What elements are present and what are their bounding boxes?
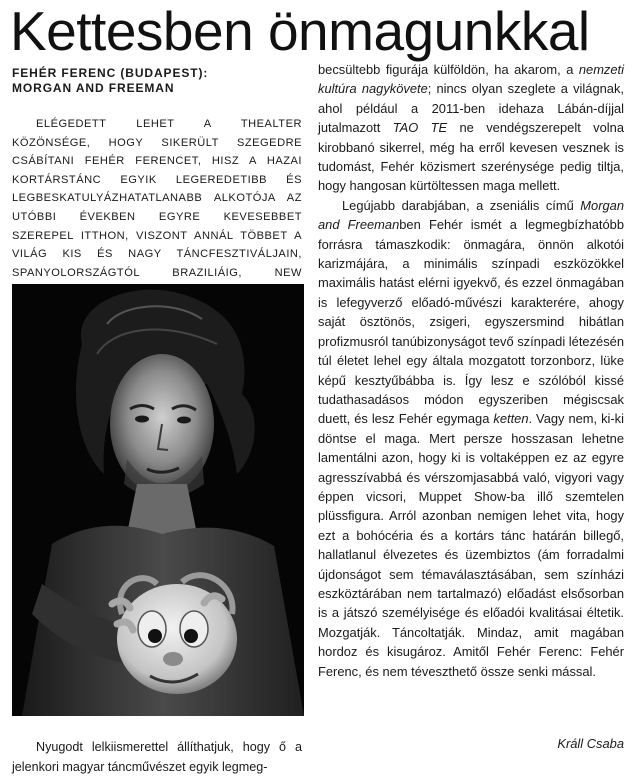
body-paragraph-left: Nyugodt lelkiismerettel állíthatjuk, hogy ő a jelenkori magyar táncművészet egyik legmeg- [12,740,302,774]
byline [12,66,302,96]
performer-photo [12,284,304,716]
byline-show-title: MORGAN AND FREEMAN [12,81,175,95]
article-title: Kettesben önmagunkkal [10,0,590,62]
lead-paragraph: ELÉGEDETT LEHET A THEALTER KÖZÖNSÉGE, HOGY SIKERÜLT SZEGEDRE CSÁBÍTANI FEHÉR FERENCET, HISZ A HAZAI KORTÁRSTÁNC EGYIK LEGEREDETIBB ÉS LEGBESKATULYÁZHATATLANABB ALKOTÓJA AZ UTÓBBI ÉVEKBEN EGYRE KEVESEBBET SZEREPEL ITTHON, VISZONT ANNÁL TÖBBET A VILÁG KIS ÉS NAGY TÁNCFESZTIVÁLJAIN, SPANYOLORSZÁGTÓL BRAZILIÁIG, NEW [12,118,302,279]
byline-author: FEHÉR FERENC (BUDAPEST): [12,66,209,80]
body-paragraph-2: Legújabb darabjában, a zseniális című Morgan and Freemanben Fehér ismét a legmegbízhatóbb forrásra támaszkodik: önmagára, önnön alkotói karizmájára, a minimális színpadi eszközökkel maximális hatást elérni igyekvő, és ezzel önmagában is lefegyverző előadó-művészi karakterére, ahogy saját ösztönös, zsigeri, egyszersmind hibátlan profizmusról tanúbizonyságot tevő színpadi létezésén túl életet lehel egy általa mozgatott torzonborz, lüke képű kesztyűbábba is. Így lesz e szólóból kissé tudathasadásos módon egyszeriben mégiscsak duett, és lesz Fehér egymaga ketten. Vagy nem, ki-ki döntse el maga. Mert persze hosszasan lehetne lamentálni azon, hogy ki is voltaképpen ez az egyre agresszívabbá és vérszomjasabbá való, vigyori vagy éppen vicsori, Muppet Show-ba illő szemtelen plüssfigura. Arról azonban nemigen lehet vita, hogy ezt a bohócéria és a kortárs tánc határán billegő, hallatlanul élvezetes és üzembiztos (ám forradalmi újdonságot sem témaválasztásában, sem színházi eszköztárában nem tartalmazó) előadást elsősorban is a játszó személyisége és előadói kvalitásai éltetik. Mozgatják. Táncoltatják. Mindaz, amit magában hordoz és kisugároz. Amitől Fehér Ferenc: Fehér Ferenc, és nem téveszthető össze senki mással. [318,197,624,679]
article-body-column [318,60,624,681]
author-signature: Králl Csaba [557,736,624,751]
body-paragraph-1: becsültebb figurája külföldön, ha akarom, a nemzeti kultúra nagykövete; nincs olyan szeglete a világnak, ahol például a 2011-ben idehaza Lábán-díjjal jutalmazott TAO TE ne vendégszerepelt volna kirobbanó sikerrel, még ha erről kevesen vesznek is tudomást, Fehér közismert szerénysége pedig tiltja, hogy hangosan kürtöltessen maga mellett. [318,62,624,194]
